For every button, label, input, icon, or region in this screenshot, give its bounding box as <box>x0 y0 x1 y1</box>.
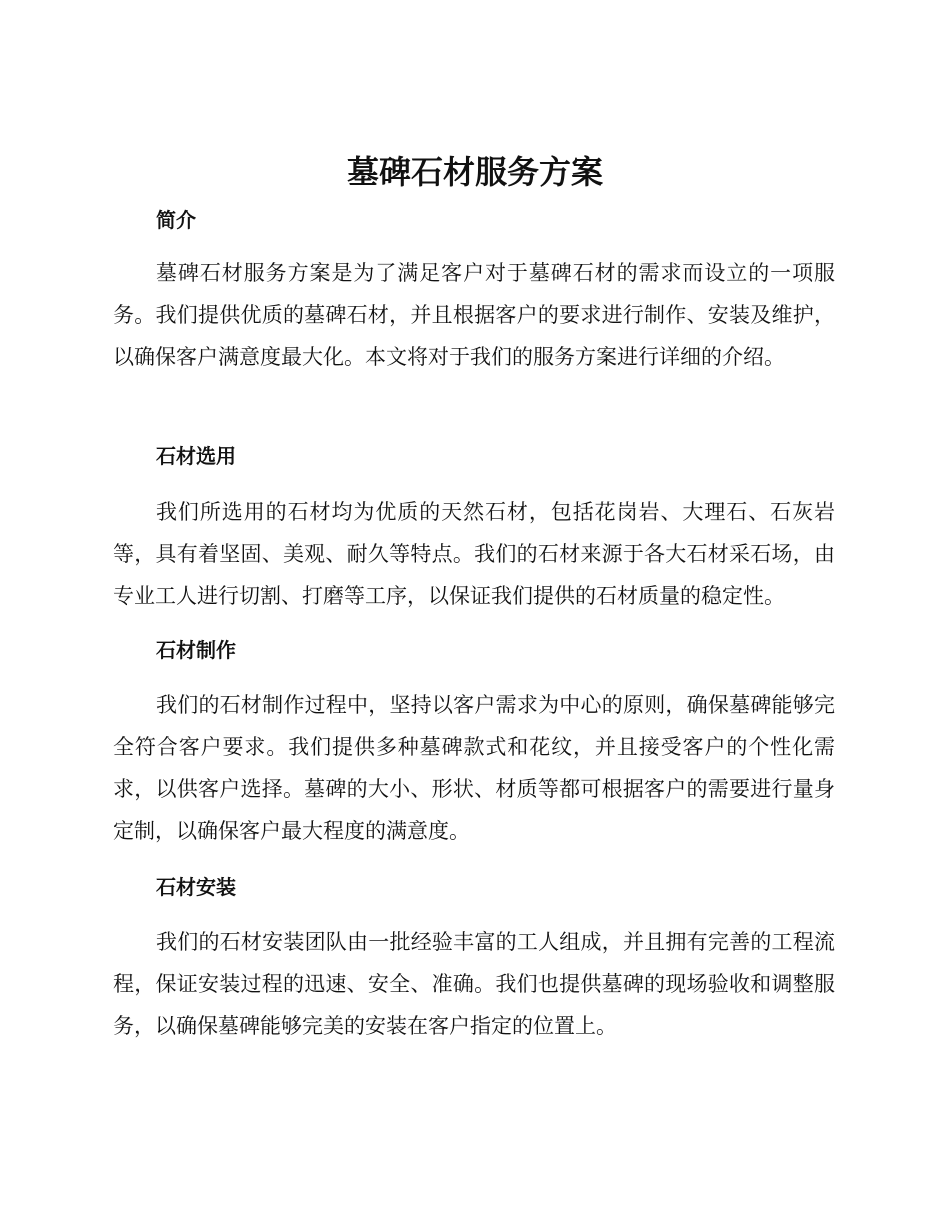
section-paragraph-stone-selection: 我们所选用的石材均为优质的天然石材，包括花岗岩、大理石、石灰岩等，具有着坚固、美观、耐久等特点。我们的石材来源于各大石材采石场，由专业工人进行切割、打磨等工序，以保证我们提供的石材质量的稳定性。 <box>113 500 835 608</box>
section-paragraph-stone-installation: 我们的石材安装团队由一批经验丰富的工人组成，并且拥有完善的工程流程，保证安装过程的迅速、安全、准确。我们也提供墓碑的现场验收和调整服务，以确保墓碑能够完美的安装在客户指定的位置上。 <box>113 930 835 1038</box>
section-heading-intro: 简介 <box>156 208 196 232</box>
section-paragraph-stone-production: 我们的石材制作过程中，坚持以客户需求为中心的原则，确保墓碑能够完全符合客户要求。我们提供多种墓碑款式和花纹，并且接受客户的个性化需求，以供客户选择。墓碑的大小、形状、材质等都可根据客户的需要进行量身定制，以确保客户最大程度的满意度。 <box>113 693 835 843</box>
document-title: 墓碑石材服务方案 <box>346 153 603 191</box>
section-heading-stone-production: 石材制作 <box>156 638 236 662</box>
section-heading-stone-installation: 石材安装 <box>156 875 236 899</box>
section-paragraph-intro: 墓碑石材服务方案是为了满足客户对于墓碑石材的需求而设立的一项服务。我们提供优质的墓碑石材，并且根据客户的要求进行制作、安装及维护，以确保客户满意度最大化。本文将对于我们的服务方案进行详细的介绍。 <box>113 261 835 369</box>
section-heading-stone-selection: 石材选用 <box>156 444 236 468</box>
